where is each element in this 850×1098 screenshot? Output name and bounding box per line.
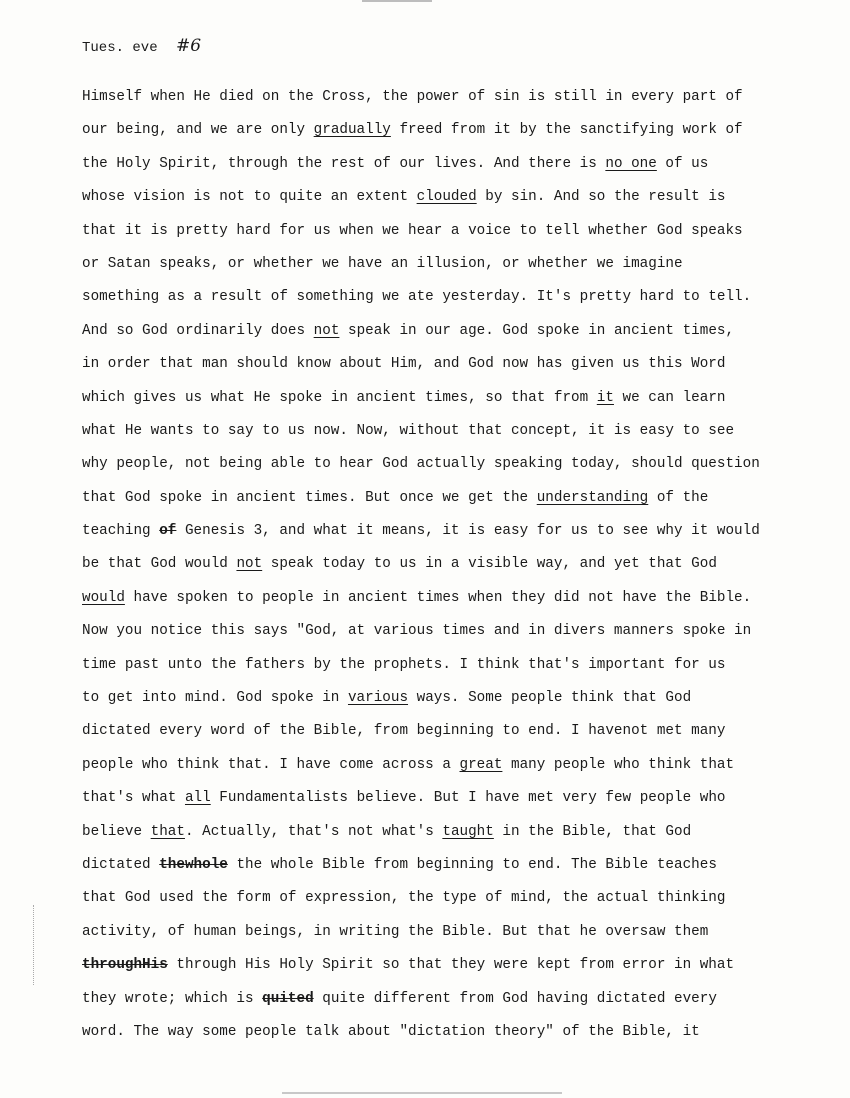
struck-text: of [159,523,177,540]
line-text: of us [656,155,709,172]
line-text: quite different from God having dictated every [313,990,717,1007]
text-line [82,821,782,854]
text-line [82,119,782,152]
text-line [82,720,782,753]
underlined-text: clouded [416,189,477,206]
text-line [82,186,782,219]
text-line [82,654,782,687]
line-text: be that God would [82,556,237,573]
line-text: we can learn [613,389,726,406]
margin-mark [33,905,36,985]
text-line [82,253,782,286]
underlined-text: understanding [536,489,649,506]
text-line [82,220,782,253]
line-text: word. The way some people talk about "dictation theory" of the Bible, it [82,1023,700,1040]
text-line [82,787,782,820]
underlined-text: various [347,690,409,707]
text-line [82,487,782,520]
line-text: that it is pretty hard for us when we hear a voice to tell whether God speaks [82,222,743,239]
line-text: in the Bible, that God [493,823,692,840]
scan-mark-top [362,0,432,2]
text-line [82,687,782,720]
line-text: many people who think that [502,756,735,773]
line-text: that God used the form of expression, the type of mind, the actual thinking [82,890,726,907]
scan-mark-bottom [282,1092,562,1094]
text-line [82,754,782,787]
underlined-text: not [313,322,340,339]
text-line [82,988,782,1021]
underlined-text: gradually [313,122,391,139]
text-line [82,921,782,954]
line-text: the Holy Spirit, through the rest of our lives. And there is [82,155,606,172]
line-text: Genesis 3, and what it means, it is easy for us to see why it would [176,523,760,540]
text-line [82,387,782,420]
text-line [82,620,782,653]
line-text: Himself when He died on the Cross, the power of sin is still in every part of [82,89,743,105]
struck-text: thewhole [159,856,228,873]
line-text: have spoken to people in ancient times when they did not have the Bible. [124,589,752,606]
underlined-text: that [150,823,185,840]
line-text: our being, and we are only [82,122,314,139]
line-text: activity, of human beings, in writing the Bible. But that he oversaw them [82,923,709,940]
text-line [82,954,782,987]
line-text: teaching [82,523,160,540]
text-line [82,320,782,353]
line-text: Now you notice this says "God, at various times and in divers manners spoke in [82,623,752,640]
line-text: dictated [82,856,160,873]
line-text: they wrote; which is [82,990,263,1007]
page-number: #6 [176,36,202,56]
text-line [82,520,782,553]
text-line [82,86,782,119]
line-text: believe [82,823,151,840]
text-line [82,553,782,586]
line-text: time past unto the fathers by the prophets. I think that's important for us [82,656,726,673]
body-text [82,86,782,1054]
line-text: something as a result of something we ate yesterday. It's pretty hard to tell. [82,289,752,306]
underlined-text: no one [605,155,657,172]
underlined-text: taught [442,823,494,840]
line-text: the whole Bible from beginning to end. The Bible teaches [227,856,717,873]
underlined-text: would [82,589,125,606]
line-text: Fundamentalists believe. But I have met very few people who [210,790,726,807]
line-text: to get into mind. God spoke in [82,690,348,707]
underlined-text: great [459,756,503,773]
text-line [82,286,782,319]
line-text: people who think that. I have come across a [82,756,460,773]
underlined-text: not [236,556,263,573]
line-text: ways. Some people think that God [408,690,692,707]
line-text: speak in our age. God spoke in ancient times, [339,322,735,339]
line-text: which gives us what He spoke in ancient times, so that from [82,389,597,406]
line-text: that's what [82,790,185,807]
line-text: speak today to us in a visible way, and yet that God [262,556,717,573]
header-label: Tues. eve [82,40,158,56]
line-text: dictated every word of the Bible, from beginning to end. I havenot met many [82,723,726,740]
struck-text: throughHis [82,957,168,974]
text-line [82,1021,782,1054]
text-line [82,854,782,887]
line-text: that God spoke in ancient times. But once we get the [82,489,537,506]
page-header [82,36,201,58]
line-text: of the [648,489,709,506]
text-line [82,153,782,186]
line-text: through His Holy Spirit so that they were kept from error in what [167,957,735,974]
text-line [82,420,782,453]
text-line [82,587,782,620]
line-text: or Satan speaks, or whether we have an illusion, or whether we imagine [82,255,683,272]
underlined-text: all [184,790,211,807]
text-line [82,353,782,386]
line-text: whose vision is not to quite an extent [82,189,417,206]
line-text: And so God ordinarily does [82,322,314,339]
line-text: in order that man should know about Him, and God now has given us this Word [82,356,726,373]
line-text: by sin. And so the result is [476,189,726,206]
text-line [82,887,782,920]
line-text: . Actually, that's not what's [184,823,443,840]
line-text: freed from it by the sanctifying work of [390,122,743,139]
underlined-text: it [596,389,614,406]
line-text: why people, not being able to hear God actually speaking today, should question [82,456,760,473]
struck-text: quited [262,990,314,1007]
line-text: what He wants to say to us now. Now, without that concept, it is easy to see [82,422,735,439]
text-line [82,453,782,486]
